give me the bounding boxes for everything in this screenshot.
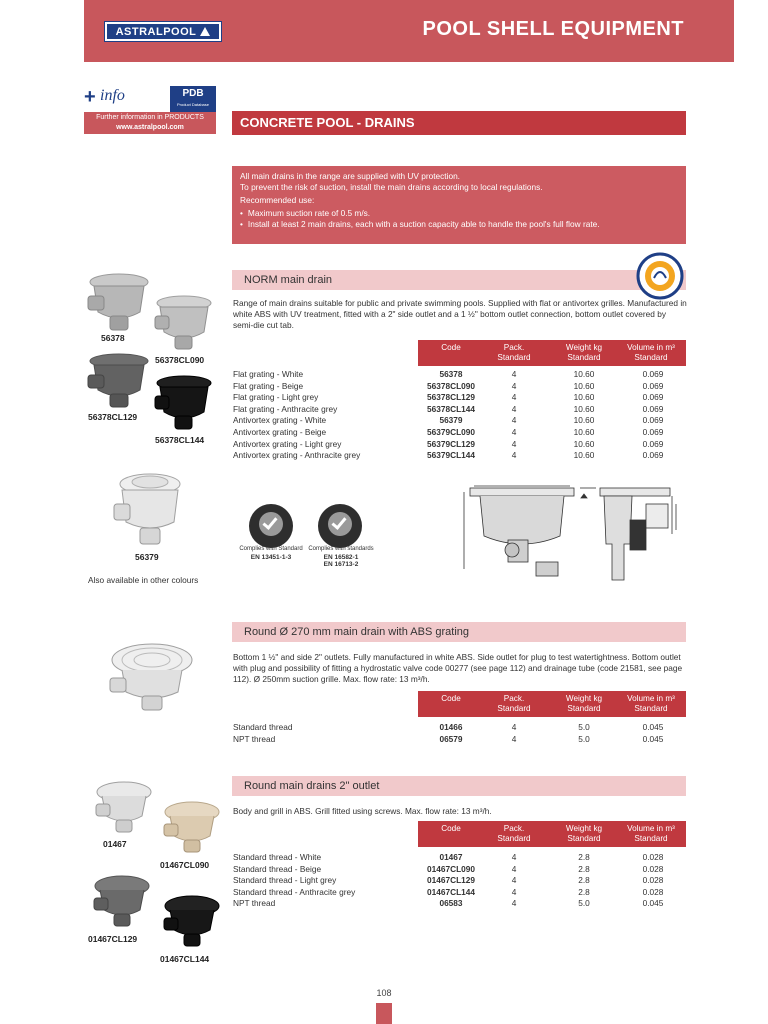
drain-image-01467CL144 — [162, 894, 220, 950]
drain-image-56378CL129 — [88, 352, 150, 410]
round270-table-header — [418, 691, 686, 717]
table-row: Antivortex grating - Beige 56379CL090 4 10.60 0.069 — [233, 426, 664, 437]
page-tab-marker — [376, 1003, 392, 1024]
pdb-label: PDB — [182, 88, 204, 99]
table-row: NPT thread 06579 4 5.0 0.045 — [233, 733, 664, 744]
check-icon — [259, 512, 283, 536]
product-code-label: 56379 — [135, 552, 159, 562]
table-row: Standard thread 01466 4 5.0 0.045 — [233, 722, 664, 732]
table-row: Antivortex grating - White 56379 4 10.60 0.069 — [233, 415, 664, 426]
round270-subheading: Round Ø 270 mm main drain with ABS grating — [232, 622, 686, 642]
brand-triangle-icon — [200, 27, 210, 36]
col-volume: Volume in m³ Standard — [627, 824, 675, 843]
drain-image-56378CL144 — [155, 374, 213, 432]
table-row: Flat grating - Light grey 56378CL129 4 10.60 0.069 — [233, 392, 664, 403]
product-code-label: 56378CL144 — [155, 435, 205, 445]
table-row: Standard thread - Beige 01467CL090 4 2.8 0.028 — [233, 863, 664, 874]
info-word: info — [100, 87, 125, 104]
notice-line-3: Recommended use: — [240, 195, 315, 205]
brand-name: ASTRALPOOL — [115, 25, 197, 38]
drain-image-56378 — [88, 272, 150, 332]
notice-bullet: • Maximum suction rate of 0.5 m/s. — [240, 208, 678, 219]
notice-bullets — [240, 208, 678, 230]
norm-subheading: NORM main drain — [232, 270, 686, 290]
col-weight: Weight kg Standard — [565, 694, 603, 713]
standard-badge-1 — [249, 504, 293, 548]
badge-caption-2: Complies with standards EN 16582-1 EN 16713-2 — [308, 546, 374, 568]
notice-bullet: • Install at least 2 main drains, each with a suction capacity able to handle the pool's full flow rate. — [240, 219, 678, 230]
round2-table — [233, 852, 688, 910]
col-code: Code — [441, 694, 461, 703]
section-title: CONCRETE POOL - DRAINS — [232, 111, 686, 135]
info-strip — [84, 112, 216, 134]
col-weight: Weight kg Standard — [565, 824, 603, 843]
product-code-label: 56378CL090 — [155, 355, 205, 365]
page-number: 108 — [376, 988, 392, 998]
col-pack: Pack. Standard — [497, 824, 531, 843]
drain-image-01467 — [94, 780, 152, 836]
round270-table — [233, 722, 688, 745]
round2-table-header — [418, 821, 686, 847]
table-row: Standard thread - Anthracite grey 01467CL144 4 2.8 0.028 — [233, 886, 664, 897]
table-row: Antivortex grating - Anthracite grey 56379CL144 4 10.60 0.069 — [233, 450, 664, 461]
table-row: Standard thread - White 01467 4 2.8 0.028 — [233, 852, 664, 862]
product-code-label: 56378CL129 — [88, 412, 138, 422]
product-code-label: 01467CL090 — [160, 860, 210, 870]
table-row: Standard thread - Light grey 01467CL129 4 2.8 0.028 — [233, 875, 664, 886]
norm-description: Range of main drains suitable for public and private swimming pools. Supplied with flat or antivortex grilles. Manufactured in white ABS with UV treatment, fitted with a 2" side outlet and a 1 ½" bottom outlet connection, bottom outlet covered by semi-die cut tab. — [233, 298, 687, 331]
table-row: Antivortex grating - Light grey 56379CL129 4 10.60 0.069 — [233, 438, 664, 449]
technical-drawing — [462, 474, 684, 592]
drain-image-01467CL090 — [162, 800, 220, 856]
pdb-subtitle: Product Database — [176, 102, 210, 107]
check-icon — [328, 512, 352, 536]
info-line-1: Further information in PRODUCTS — [96, 114, 204, 121]
pdb-logo — [170, 86, 216, 112]
norm-table — [233, 369, 688, 462]
col-code: Code — [441, 824, 461, 833]
round2-subheading: Round main drains 2" outlet — [232, 776, 686, 796]
badge-caption-1: Complies with Standard EN 13451-1-3 — [239, 546, 303, 561]
product-code-label: 01467 — [103, 839, 127, 849]
info-website-link[interactable]: www.astralpool.com — [116, 124, 184, 131]
col-code: Code — [441, 343, 461, 352]
round270-description: Bottom 1 ½" and side 2" outlets. Fully manufactured in white ABS. Side outlet for plug to test watertightness. Bottom outlet with plug and possibility of fitting a hydrostatic valve code 00277 (see page 112) and drainage tube (code 21581, see page 112). Ø 250mm suction grille. Max. flow rate: 13 m³/h. — [233, 652, 683, 685]
product-code-label: 56378 — [101, 333, 125, 343]
col-weight: Weight kg Standard — [565, 343, 603, 362]
certification-seal-icon — [636, 252, 684, 300]
norm-table-header — [418, 340, 686, 366]
standard-badge-2 — [318, 504, 362, 548]
drain-image-56379 — [112, 470, 184, 548]
col-pack: Pack. Standard — [497, 694, 531, 713]
page-title: POOL SHELL EQUIPMENT — [422, 18, 684, 40]
notice-line-2: To prevent the risk of suction, install the main drains according to local regulations. — [240, 182, 543, 192]
info-box[interactable] — [84, 86, 216, 134]
table-row: Flat grating - White 56378 4 10.60 0.069 — [233, 369, 664, 379]
product-code-label: 01467CL129 — [88, 934, 138, 944]
availability-note: Also available in other colours — [88, 575, 199, 585]
drain-image-01467CL129 — [92, 874, 150, 930]
col-pack: Pack. Standard — [497, 343, 531, 362]
astralpool-logo — [104, 21, 222, 42]
plus-icon: + — [84, 86, 96, 108]
drain-image-01466 — [108, 640, 194, 714]
table-row: Flat grating - Beige 56378CL090 4 10.60 0.069 — [233, 380, 664, 391]
table-row: Flat grating - Anthracite grey 56378CL144 4 10.60 0.069 — [233, 403, 664, 414]
round2-description: Body and grill in ABS. Grill fitted using screws. Max. flow rate: 13 m³/h. — [233, 806, 492, 816]
table-row: NPT thread 06583 4 5.0 0.045 — [233, 898, 664, 909]
col-volume: Volume in m³ Standard — [627, 343, 675, 362]
notice-line-1: All main drains in the range are supplied with UV protection. — [240, 171, 460, 181]
notice-box — [232, 166, 686, 244]
col-volume: Volume in m³ Standard — [627, 694, 675, 713]
drain-image-56378CL090 — [155, 294, 213, 352]
product-code-label: 01467CL144 — [160, 954, 210, 964]
